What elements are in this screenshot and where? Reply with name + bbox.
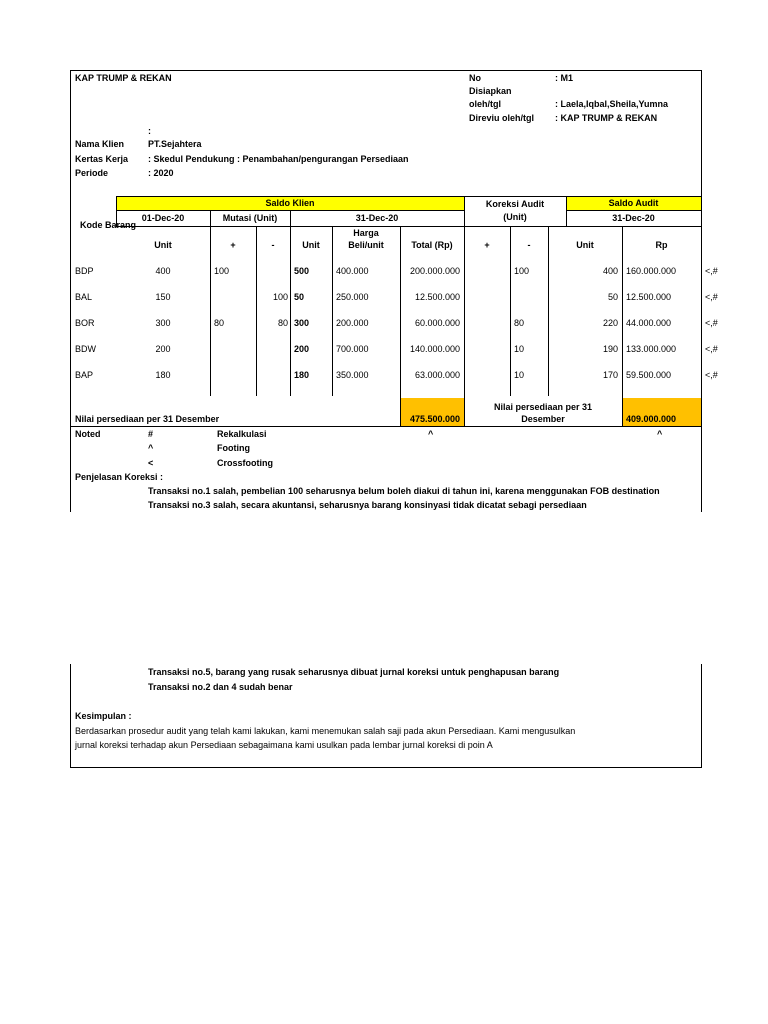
penjelasan-label: Penjelasan Koreksi : xyxy=(75,472,164,482)
cell-rp: 12.500.000 xyxy=(626,292,672,302)
cell-kminus: 80 xyxy=(514,318,525,328)
date-audit-header: 31-Dec-20 xyxy=(612,213,655,223)
cell-harga: 200.000 xyxy=(336,318,369,328)
kesimpulan-label: Kesimpulan : xyxy=(75,711,132,721)
grid-v-290 xyxy=(290,210,291,396)
grid-v-210 xyxy=(210,210,211,396)
cell-mark: <,# xyxy=(705,370,718,380)
unit2-header: Unit xyxy=(302,240,320,250)
transaksi-5: Transaksi no.5, barang yang rusak seharusnya dibuat jurnal koreksi untuk penghapusan barang xyxy=(148,667,560,677)
mutasi-header: Mutasi (Unit) xyxy=(222,213,278,223)
cell-harga: 250.000 xyxy=(336,292,369,302)
colon-line: : xyxy=(148,126,151,136)
saldo-audit-header: Saldo Audit xyxy=(608,198,659,208)
frame-left-top xyxy=(70,70,71,512)
nilai-klien-label: Nilai persediaan per 31 Desember xyxy=(75,414,220,424)
cell-unit-awal: 150 xyxy=(155,292,171,302)
frame-top xyxy=(70,70,702,71)
cell-unit-akhir: 300 xyxy=(294,318,310,328)
frame-bottom xyxy=(70,767,702,768)
firm-name: KAP TRUMP & REKAN xyxy=(75,73,172,83)
cell-unit-audit: 400 xyxy=(602,266,618,276)
grid-v-332 xyxy=(332,226,333,396)
cell-mark: <,# xyxy=(705,292,718,302)
cell-kode: BDP xyxy=(75,266,94,276)
unit3-header: Unit xyxy=(576,240,594,250)
caret-audit: ^ xyxy=(657,429,663,439)
koreksi-header-2: (Unit) xyxy=(503,212,527,222)
transaksi-2: Transaksi no.2 dan 4 sudah benar xyxy=(148,682,293,692)
cell-kminus: 10 xyxy=(514,344,525,354)
cell-rp: 59.500.000 xyxy=(626,370,672,380)
cell-kode: BDW xyxy=(75,344,96,354)
cell-unit-audit: 170 xyxy=(602,370,618,380)
grid-v-464 xyxy=(464,196,465,426)
kertas-label: Kertas Kerja xyxy=(75,154,129,164)
cell-total: 140.000.000 xyxy=(409,344,460,354)
cell-total: 12.500.000 xyxy=(414,292,460,302)
klien-label: Nama Klien xyxy=(75,139,125,149)
no-label: No xyxy=(469,73,481,83)
cell-mark: <,# xyxy=(705,344,718,354)
kplus-header: + xyxy=(484,240,490,250)
cell-kode: BAL xyxy=(75,292,93,302)
cell-harga: 700.000 xyxy=(336,344,369,354)
cell-total: 200.000.000 xyxy=(409,266,460,276)
direviu-value: : KAP TRUMP & REKAN xyxy=(555,113,658,123)
cell-total: 63.000.000 xyxy=(414,370,460,380)
cell-kode: BAP xyxy=(75,370,94,380)
footing-label: Footing xyxy=(217,443,250,453)
cell-unit-akhir: 50 xyxy=(294,292,305,302)
frame-left-bottom xyxy=(70,664,71,768)
frame-right-top xyxy=(701,70,702,512)
disiapkan-label-1: Disiapkan xyxy=(469,86,512,96)
disiapkan-label-2: oleh/tgl xyxy=(469,99,501,109)
minus-header: - xyxy=(271,240,275,250)
rekalkulasi-label: Rekalkulasi xyxy=(217,429,267,439)
cell-minus: 80 xyxy=(277,318,288,328)
cell-rp: 160.000.000 xyxy=(626,266,677,276)
unit-header: Unit xyxy=(154,240,172,250)
cell-mark: <,# xyxy=(705,318,718,328)
cell-harga: 350.000 xyxy=(336,370,369,380)
grid-v-510 xyxy=(510,226,511,396)
crossfooting-label: Crossfooting xyxy=(217,458,273,468)
hash-symbol: # xyxy=(148,429,154,439)
total-klien-value: 475.500.000 xyxy=(409,414,460,424)
no-value: : M1 xyxy=(555,73,573,83)
cell-unit-audit: 50 xyxy=(607,292,618,302)
harga-header-1: Harga xyxy=(353,228,379,238)
kminus-header: - xyxy=(527,240,531,250)
disiapkan-value: : Laela,Iqbal,Sheila,Yumna xyxy=(555,99,669,109)
kesimpulan-line-1: Berdasarkan prosedur audit yang telah kami lakukan, kami menemukan salah saji pada akun Persediaan. Kami mengusulkan xyxy=(75,726,576,736)
cell-mark: <,# xyxy=(705,266,718,276)
cell-plus: 100 xyxy=(214,266,230,276)
total-audit-value: 409.000.000 xyxy=(626,414,677,424)
klien-value: PT.Sejahtera xyxy=(148,139,202,149)
harga-header-2: Beli/unit xyxy=(348,240,384,250)
transaksi-3: Transaksi no.3 salah, secara akuntansi, seharusnya barang konsinyasi tidak dicatat sebagi persediaan xyxy=(148,500,587,510)
cell-unit-audit: 190 xyxy=(602,344,618,354)
cell-total: 60.000.000 xyxy=(414,318,460,328)
kertas-value: : Skedul Pendukung : Penambahan/pengurangan Persediaan xyxy=(148,154,409,164)
grid-v-622 xyxy=(622,226,623,426)
rp-header: Rp xyxy=(655,240,668,250)
periode-value: : 2020 xyxy=(148,168,174,178)
cell-unit-awal: 400 xyxy=(155,266,171,276)
grid-h-2b xyxy=(566,210,702,211)
cell-unit-awal: 180 xyxy=(155,370,171,380)
transaksi-1: Transaksi no.1 salah, pembelian 100 seharusnya belum boleh diakui di tahun ini, karena menggunakan FOB destination xyxy=(148,486,660,496)
saldo-klien-header: Saldo Klien xyxy=(265,198,315,208)
nilai-audit-label-2: Desember xyxy=(521,414,565,424)
cell-kminus: 100 xyxy=(514,266,530,276)
date-open-header: 01-Dec-20 xyxy=(141,213,185,223)
caret-klien: ^ xyxy=(428,429,434,439)
cell-unit-akhir: 200 xyxy=(294,344,310,354)
cell-unit-akhir: 500 xyxy=(294,266,310,276)
cell-unit-audit: 220 xyxy=(602,318,618,328)
cell-plus: 80 xyxy=(214,318,225,328)
direviu-label: Direviu oleh/tgl xyxy=(469,113,535,123)
date-close-header: 31-Dec-20 xyxy=(355,213,399,223)
grid-h-1 xyxy=(116,196,702,197)
nilai-audit-label-1: Nilai persediaan per 31 xyxy=(493,402,593,412)
frame-right-bottom xyxy=(701,664,702,768)
grid-h-4 xyxy=(70,426,702,427)
cell-minus: 100 xyxy=(272,292,288,302)
caret-symbol: ^ xyxy=(148,443,154,453)
cell-unit-akhir: 180 xyxy=(294,370,310,380)
cell-kode: BOR xyxy=(75,318,95,328)
periode-label: Periode xyxy=(75,168,109,178)
lt-symbol: < xyxy=(148,458,154,468)
cell-rp: 44.000.000 xyxy=(626,318,672,328)
cell-rp: 133.000.000 xyxy=(626,344,677,354)
noted-label: Noted xyxy=(75,429,101,439)
kode-barang-header: Kode Barang xyxy=(79,220,136,230)
kesimpulan-line-2: jurnal koreksi terhadap akun Persediaan sebagaimana kami usulkan pada lembar jurnal koreksi di poin A xyxy=(75,740,493,750)
plus-header: + xyxy=(230,240,236,250)
koreksi-header-1: Koreksi Audit xyxy=(485,199,545,209)
cell-harga: 400.000 xyxy=(336,266,369,276)
cell-kminus: 10 xyxy=(514,370,525,380)
grid-h-3 xyxy=(116,226,702,227)
cell-unit-awal: 200 xyxy=(155,344,171,354)
cell-unit-awal: 300 xyxy=(155,318,171,328)
grid-v-256 xyxy=(256,226,257,396)
total-header: Total (Rp) xyxy=(411,240,453,250)
